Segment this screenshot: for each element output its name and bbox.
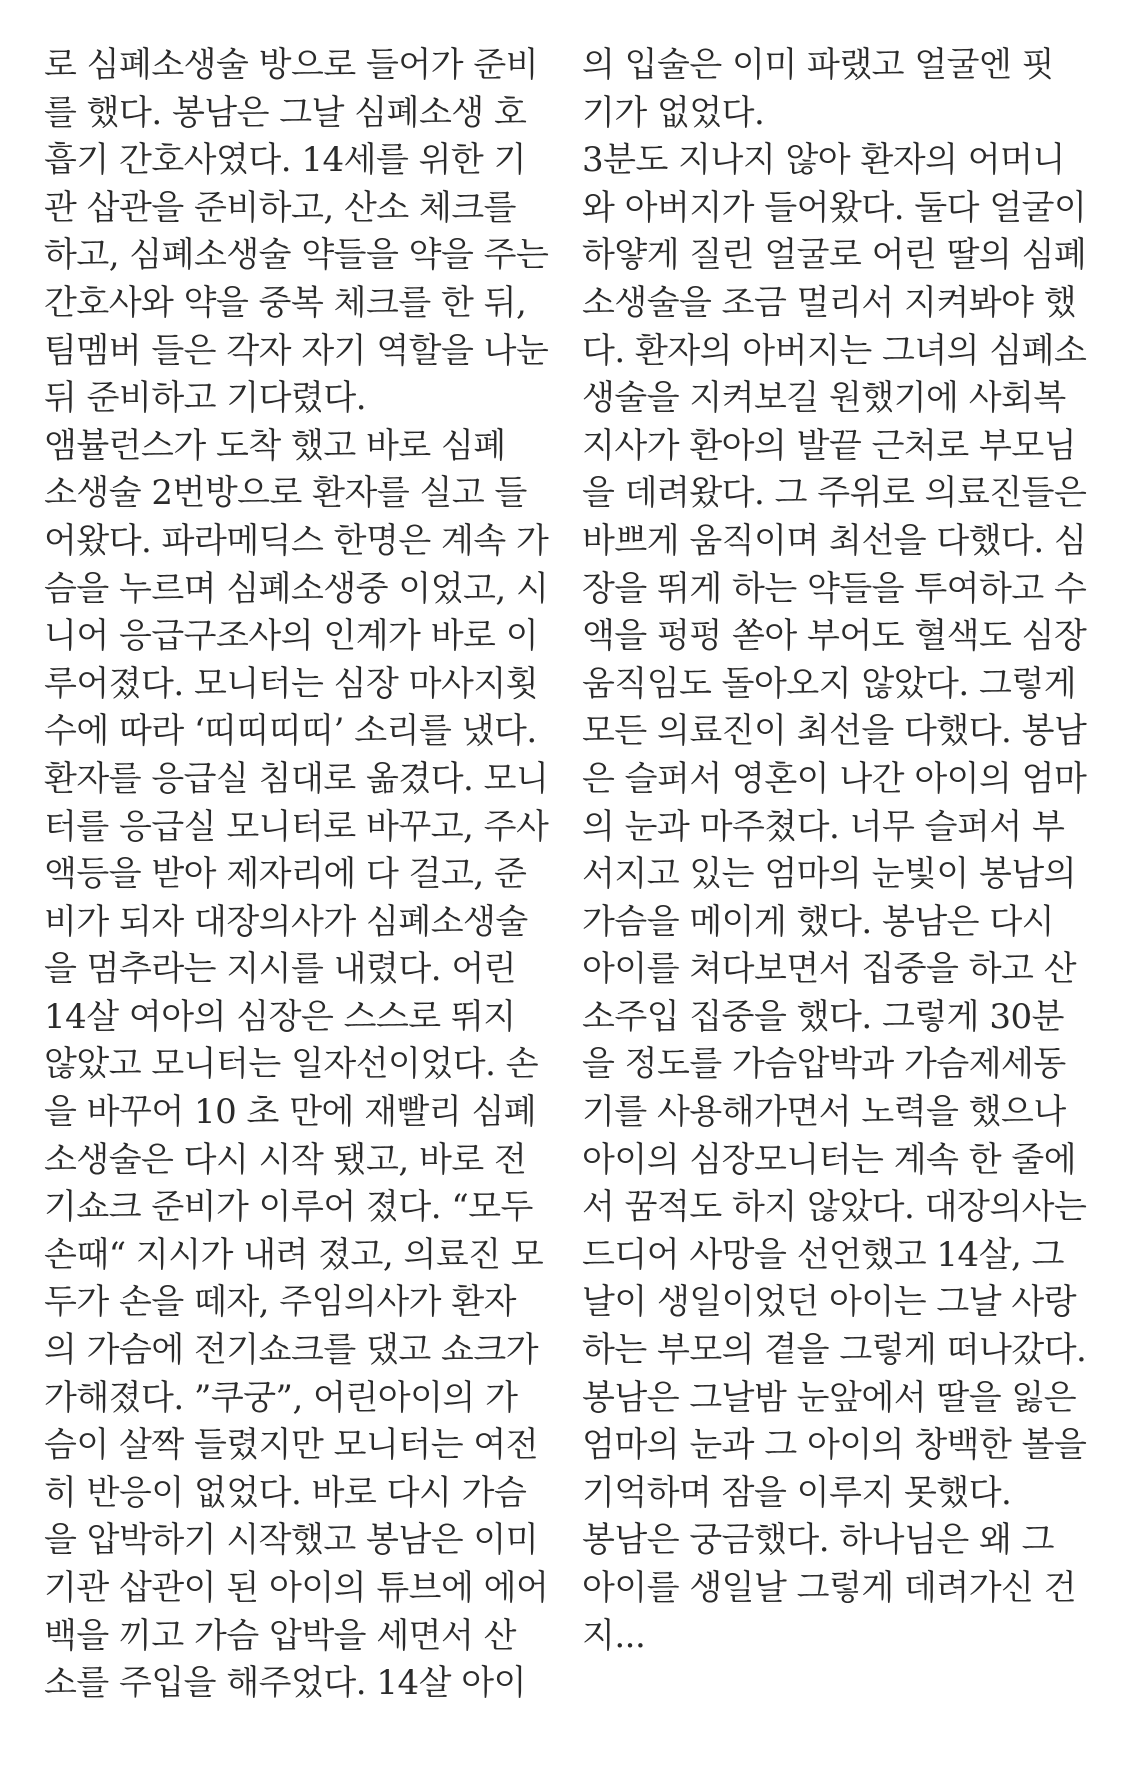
text-line: 를 했다. 봉남은 그날 심폐소생 호	[44, 92, 527, 133]
text-line: 서 꿈적도 하지 않았다. 대장의사는	[582, 1187, 1087, 1228]
text-line: 하는 부모의 곁을 그렇게 떠나갔다.	[582, 1330, 1087, 1371]
text-line: 바쁘게 움직이며 최선을 다했다. 심	[582, 520, 1087, 561]
text-line: 하얗게 질린 얼굴로 어린 딸의 심폐	[582, 235, 1087, 276]
text-line: 팀멤버 들은 각자 자기 역할을 나눈	[44, 330, 549, 371]
text-line: 소를 주입을 해주었다. 14살 아이	[44, 1663, 526, 1704]
text-line: 엄마의 눈과 그 아이의 창백한 볼을	[582, 1425, 1087, 1466]
text-line: 드디어 사망을 선언했고 14살, 그	[582, 1234, 1064, 1275]
text-line: 소생술은 다시 시작 됐고, 바로 전	[44, 1139, 527, 1180]
text-line: 슴을 누르며 심폐소생중 이었고, 시	[44, 568, 549, 609]
text-line: 을 멈추라는 지시를 내렸다. 어린	[44, 949, 517, 990]
text-line: 흡기 간호사였다. 14세를 위한 기	[44, 140, 526, 181]
text-line: 루어졌다. 모니터는 심장 마사지횟	[44, 663, 539, 704]
text-line: 아이를 쳐다보면서 집중을 하고 산	[582, 949, 1077, 990]
text-line: 14살 여아의 심장은 스스로 뛰지	[44, 996, 516, 1037]
text-line: 생술을 지켜보길 원했기에 사회복	[582, 378, 1066, 419]
text-line: 3분도 지나지 않아 환자의 어머니	[582, 140, 1065, 181]
left-column	[44, 42, 574, 1708]
text-line: 기를 사용해가면서 노력을 했으나	[582, 1092, 1066, 1133]
text-line: 아이의 심장모니터는 계속 한 줄에	[582, 1139, 1077, 1180]
text-line: 기관 삽관이 된 아이의 튜브에 에어	[44, 1568, 549, 1608]
text-line: 지...	[582, 1615, 646, 1656]
text-line: 의 입술은 이미 파랬고 얼굴엔 핏	[582, 45, 1055, 85]
text-line: 기가 없었다.	[582, 92, 765, 133]
text-line: 소생술을 조금 멀리서 지켜봐야 했	[582, 282, 1077, 323]
text-line: 하고, 심폐소생술 약들을 약을 주는	[44, 235, 549, 276]
text-line: 비가 되자 대장의사가 심폐소생술	[44, 901, 528, 942]
text-line: 소주입 집중을 했다. 그렇게 30분	[582, 996, 1064, 1037]
text-line: 앰뷸런스가 도착 했고 바로 심폐	[44, 425, 506, 466]
text-line: 백을 끼고 가슴 압박을 세면서 산	[44, 1615, 517, 1656]
text-line: 간호사와 약을 중복 체크를 한 뒤,	[44, 282, 527, 323]
text-line: 소생술 2번방으로 환자를 실고 들	[44, 473, 527, 514]
text-line: 않았고 모니터는 일자선이었다. 손	[44, 1044, 539, 1085]
text-line: 관 삽관을 준비하고, 산소 체크를	[44, 187, 517, 228]
text-line: 와 아버지가 들어왔다. 둘다 얼굴이	[582, 187, 1087, 228]
text-line: 의 눈과 마주쳤다. 너무 슬퍼서 부	[582, 806, 1065, 847]
text-line: 날이 생일이었던 아이는 그날 사랑	[582, 1282, 1077, 1323]
text-line: 을 바꾸어 10 초 만에 재빨리 심폐	[44, 1092, 537, 1133]
text-line: 액을 펑펑 쏟아 부어도 혈색도 심장	[582, 616, 1087, 657]
text-line: 가슴을 메이게 했다. 봉남은 다시	[582, 901, 1055, 942]
text-line: 을 데려왔다. 그 주위로 의료진들은	[582, 473, 1087, 514]
text-line: 수에 따라 ‘띠띠띠띠’ 소리를 냈다.	[44, 711, 537, 752]
text-line: 움직임도 돌아오지 않았다. 그렇게	[582, 663, 1077, 704]
text-line: 두가 손을 떼자, 주임의사가 환자	[44, 1282, 517, 1323]
text-line: 로 심폐소생술 방으로 들어가 준비	[44, 45, 539, 85]
text-line: 기쇼크 준비가 이루어 졌다. “모두	[44, 1187, 533, 1228]
text-line: 을 정도를 가슴압박과 가슴제세동	[582, 1044, 1066, 1085]
text-line: 의 가슴에 전기쇼크를 댔고 쇼크가	[44, 1330, 539, 1371]
text-line: 장을 뛰게 하는 약들을 투여하고 수	[582, 568, 1087, 609]
text-line: 아이를 생일날 그렇게 데려가신 건	[582, 1568, 1077, 1608]
right-column	[582, 42, 1112, 1660]
text-line: 어왔다. 파라메딕스 한명은 계속 가	[44, 520, 549, 561]
text-line: 니어 응급구조사의 인계가 바로 이	[44, 616, 539, 657]
text-line: 액등을 받아 제자리에 다 걸고, 준	[44, 854, 527, 895]
text-line: 히 반응이 없었다. 바로 다시 가슴	[44, 1472, 527, 1513]
text-line: 지사가 환아의 발끝 근처로 부모님	[582, 425, 1077, 466]
text-line: 기억하며 잠을 이루지 못했다.	[582, 1472, 1012, 1513]
text-line: 봉남은 그날밤 눈앞에서 딸을 잃은	[582, 1377, 1077, 1418]
text-line: 다. 환자의 아버지는 그녀의 심폐소	[582, 330, 1087, 371]
text-line: 봉남은 궁금했다. 하나님은 왜 그	[582, 1520, 1055, 1561]
text-line: 가해졌다. ”쿠궁”, 어린아이의 가	[44, 1377, 518, 1418]
text-line: 환자를 응급실 침대로 옮겼다. 모니	[44, 758, 549, 799]
text-line: 을 압박하기 시작했고 봉남은 이미	[44, 1520, 539, 1561]
text-line: 서지고 있는 엄마의 눈빛이 봉남의	[582, 854, 1077, 895]
text-line: 은 슬퍼서 영혼이 나간 아이의 엄마	[582, 758, 1087, 799]
text-line: 터를 응급실 모니터로 바꾸고, 주사	[44, 806, 549, 847]
text-line: 손때“ 지시가 내려 졌고, 의료진 모	[44, 1234, 544, 1275]
text-line: 뒤 준비하고 기다렸다.	[44, 378, 367, 419]
text-line: 슴이 살짝 들렸지만 모니터는 여전	[44, 1425, 539, 1466]
text-line: 모든 의료진이 최선을 다했다. 봉남	[582, 711, 1087, 752]
